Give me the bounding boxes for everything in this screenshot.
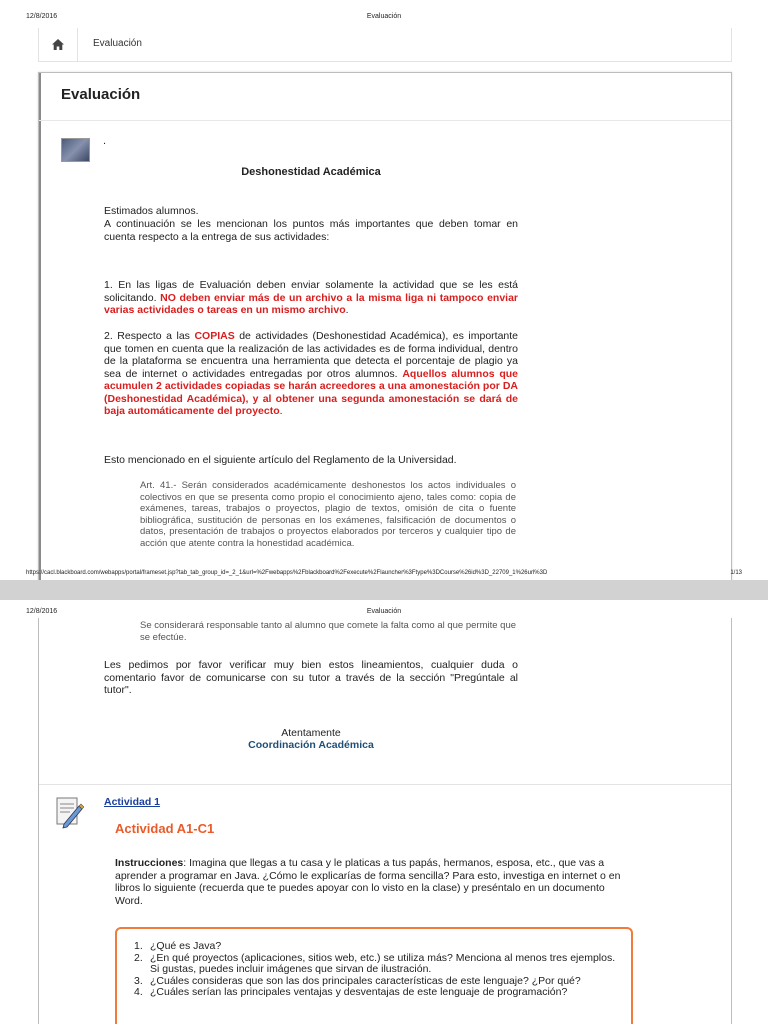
regards-text: Atentamente [281,727,341,739]
question-text: ¿Cuáles serían las principales ventajas y desventajas de este lenguaje de programación? [150,986,568,998]
panel-left-border [39,73,41,580]
breadcrumb-current[interactable]: Evaluación [93,38,142,49]
list-item: 2. ¿En qué proyectos (aplicaciones, sitios web, etc.) se utiliza más? Menciona al menos tres ejemplos. Si gustas, puedes incluir imágenes que sirvan de ilustración. [134,953,624,976]
regulation-intro: Esto mencionado en el siguiente artículo del Reglamento de la Universidad. [104,454,457,466]
point-2 [104,330,518,418]
point-1-end: . [345,304,349,316]
instructions-text: : Imagina que llegas a tu casa y le platicas a tus papás, hermanos, esposa, etc., que vas a aprender a programar en Java. ¿Cómo le explicarías de forma sencilla? Para esto, investiga en internet o en libros lo siguiente (recuerda que te puedes apoyar con lo visto en la clase) y preséntalo en un documento Word. [115,857,621,907]
article-text: Art. 41.- Serán considerados académicamente deshonestos los actos individuales o colectivos en que se presenta como propio el conocimiento ajeno, tales como: copia de exámenes, tareas, trabajos o proyectos, plagio de textos, omisión de cita o fuente bibliográfica, sustitución de personas en los exámenes, falsificación de documentos o datos, presentación de trabajos o proyectos elaborados por terceros y cualquier tipo de acción que atente contra la honestidad académica. [140,480,516,549]
list-item: 4. ¿Cuáles serían las principales ventajas y desventajas de este lenguaje de programación? [134,986,568,998]
point-2-text-b: de actividades (Deshonestidad Académica), es importante que tomen en cuenta que la realización de las actividades es de forma individual, dentro de la plataforma se encuentra una herramienta que detecta el porcentaje de plagio ya sea de internet o actividades entregadas por otros alumnos. [104,330,519,380]
home-button[interactable] [39,28,78,61]
point-1 [104,279,518,317]
print-date: 12/8/2016 [26,13,58,20]
point-2-warning: Aquellos alumnos que acumulen 2 actividades copiadas se harán acreedores a una amonestación por DA (Deshonestidad Académica), y al obtener una segunda amonestación se dará de baja automáticamente del proyecto [104,367,519,417]
list-item: 1. ¿Qué es Java? [134,940,222,952]
print-title: Evaluación [366,608,402,615]
print-date: 12/8/2016 [26,608,58,615]
point-2-text-a: 2. Respecto a las [104,330,195,342]
item-thumbnail[interactable] [61,138,90,162]
print-url: https://cacl.blackboard.com/webapps/portal/frameset.jsp?tab_tab_group_id=_2_1&url=%2Fwebapps%2Fblackboard%2Fexecute%2Flauncher%3Ftype%3DCourse%26id%3D_22709_1%26url%3D [26,570,548,576]
point-1-warning: NO deben enviar más de un archivo a la misma liga ni tampoco enviar varias actividades o tareas en un mismo archivo [104,291,518,316]
copias-label: COPIAS [194,330,235,342]
point-2-end: . [279,405,283,417]
signature-text: Coordinación Académica [248,739,374,751]
print-title: Evaluación [366,13,402,20]
print-header [0,13,768,25]
list-item: 3. ¿Cuáles consideras que son las dos principales características de este lenguaje? ¿Por qué? [134,974,581,987]
home-icon [52,39,64,50]
divider [39,120,731,121]
question-text: ¿En qué proyectos (aplicaciones, sitios web, etc.) se utiliza más? Menciona al menos tres ejemplos. Si gustas, puedes incluir imágenes que sirvan de ilustración. [150,951,616,975]
item-title: . [103,135,107,147]
instructions-label: Instrucciones [115,857,184,869]
intro-text: A continuación se les mencionan los puntos más importantes que deben tomar en cuenta respecto a la entrega de sus actividades: [104,218,518,243]
question-text: ¿Cuáles consideras que son las dos principales características de este lenguaje? ¿Por qué? [150,974,581,987]
breadcrumb [38,28,732,62]
questions-list [134,941,624,999]
article-continued: Se considerará responsable tanto al alumno que comete la falta como al que permite que se efectúe. [140,620,517,643]
print-page-2 [0,600,768,1024]
activity-instructions [115,857,635,907]
print-page-number: 1/13 [730,570,742,576]
print-footer [0,570,768,580]
assignment-icon [54,794,84,830]
activity-link[interactable]: Actividad 1 [104,796,161,808]
question-text: ¿Qué es Java? [150,940,222,952]
divider [39,784,731,785]
greeting-text: Estimados alumnos. [104,205,199,217]
page-title: Evaluación [61,86,141,103]
document-heading: Deshonestidad Académica [241,166,381,178]
closing-text: Les pedimos por favor verificar muy bien estos lineamientos, cualquier duda o comentario favor de comunicarse con su tutor a través de la sección "Pregúntale al tutor". [104,659,518,696]
point-1-text: 1. En las ligas de Evaluación deben enviar solamente la actividad que se les está solicitando. [104,279,518,304]
activity-title: Actividad A1-C1 [115,821,215,836]
